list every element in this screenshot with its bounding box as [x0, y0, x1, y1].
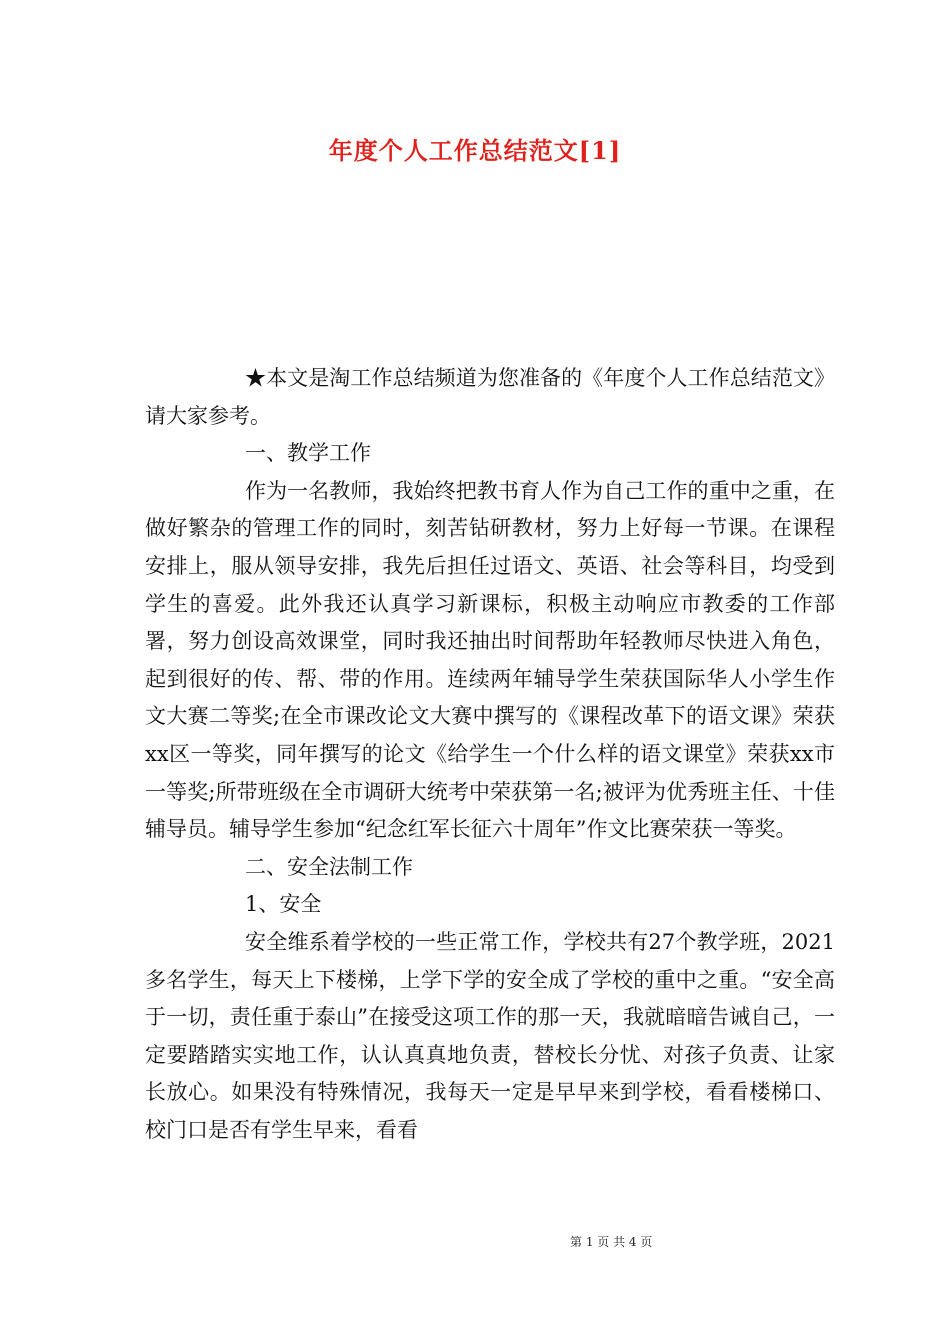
document-body: [145, 360, 835, 1149]
safety-paragraph: 安全维系着学校的一些正常工作，学校共有27个教学班，2021多名学生，每天上下楼梯，上学下学的安全成了学校的重中之重。“安全高于一切，责任重于泰山”在接受这项工作的那一天，我就暗暗告诫自己，一定要踏踏实实地工作，认认真真地负责，替校长分忧、对孩子负责、让家长放心。如果没有特殊情况，我每天一定是早早来到学校，看看楼梯口、校门口是否有学生早来，看看: [145, 929, 835, 1142]
intro-paragraph: ★本文是淘工作总结频道为您准备的《年度个人工作总结范文》请大家参考。: [145, 366, 835, 428]
section-heading-teaching: 一、教学工作: [245, 441, 371, 466]
subsection-heading-safety: 1、安全: [245, 892, 322, 917]
page-footer: 第 1 页 共 4 页: [570, 1235, 653, 1249]
section-heading-safety-law: 二、安全法制工作: [245, 854, 413, 879]
document-title: 年度个人工作总结范文[1]: [328, 136, 622, 165]
teaching-paragraph: 作为一名教师，我始终把教书育人作为自己工作的重中之重，在做好繁杂的管理工作的同时，刻苦钻研教材，努力上好每一节课。在课程安排上，服从领导安排，我先后担任过语文、英语、社会等科目，均受到学生的喜爱。此外我还认真学习新课标，积极主动响应市教委的工作部署，努力创设高效课堂，同时我还抽出时间帮助年轻教师尽快进入角色，起到很好的传、帮、带的作用。连续两年辅导学生荣获国际华人小学生作文大赛二等奖;在全市课改论文大赛中撰写的《课程改革下的语文课》荣获xx区一等奖，同年撰写的论文《给学生一个什么样的语文课堂》荣获xx市一等奖;所带班级在全市调研大统考中荣获第一名;被评为优秀班主任、十佳辅导员。辅导学生参加“纪念红军长征六十周年”作文比赛荣获一等奖。: [145, 478, 835, 842]
